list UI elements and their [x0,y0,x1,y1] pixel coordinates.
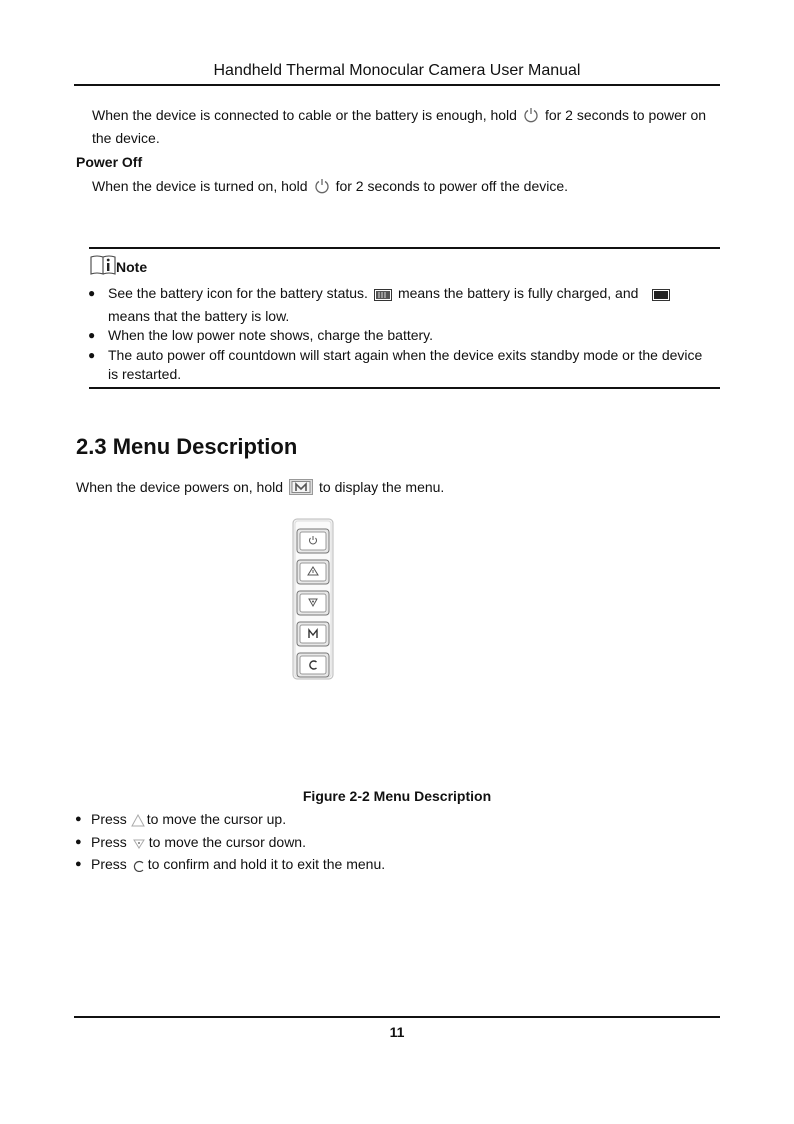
battery-full-icon [374,287,392,307]
instruction-item [75,855,715,878]
power-icon [314,178,330,200]
instruction-text: Press [91,856,127,872]
note-bottom-rule [89,387,720,389]
power-on-text-before: When the device is connected to cable or the battery is enough, hold [92,107,517,123]
note-label: Note [116,259,148,275]
power-off-text-before: When the device is turned on, hold [92,178,308,194]
figure-caption: Figure 2-2 Menu Description [302,788,492,804]
note-heading [90,254,147,278]
power-off-text-after: for 2 seconds to power off the device. [335,178,569,194]
power-on-text-after: for 2 seconds to power on the device. [92,107,707,146]
section-intro [76,479,716,498]
footer-rule [74,1016,720,1018]
header-rule [74,84,720,86]
note-book-icon [90,254,118,279]
device-up-button [296,559,330,588]
figure-device-buttons [292,518,334,680]
note-item-text: See the battery icon for the battery status. [108,285,368,301]
section-title: 2.3 Menu Description [76,434,298,459]
device-c-button [296,652,330,681]
instruction-text: to move the cursor up. [146,811,287,827]
instruction-list [75,810,715,878]
power-on-paragraph [92,106,712,148]
instruction-text: to confirm and hold it to exit the menu. [147,856,386,872]
m-button-icon [289,479,313,498]
note-item [88,284,708,326]
instruction-text: Press [91,833,127,850]
device-down-button [296,590,330,619]
note-item-text: means that the battery is low. [108,307,290,324]
battery-low-icon [652,287,670,307]
section-intro-after: to display the menu. [319,479,445,495]
power-off-heading: Power Off [76,154,143,170]
section-intro-before: When the device powers on, hold [76,479,284,495]
down-triangle-icon [133,836,145,856]
instruction-text: to move the cursor down. [148,833,306,850]
instruction-item [75,810,715,833]
device-power-button [296,528,330,557]
device-m-button [296,621,330,650]
power-icon [523,107,539,129]
power-off-paragraph [92,177,712,200]
note-top-rule [89,247,720,249]
instruction-text: Press [91,811,127,827]
header-title: Handheld Thermal Monocular Camera User Manual [213,62,581,79]
note-item: ● The auto power off countdown will start again when the device exits standby mode or the device is restarted. [88,346,708,385]
note-item-text: means the battery is fully charged, and [397,285,639,301]
note-item: ● When the low power note shows, charge the battery. [88,326,708,346]
page-number: 11 [389,1024,405,1040]
note-list [88,284,708,385]
instruction-item [75,833,715,856]
up-triangle-icon [131,813,145,833]
c-icon [133,858,145,878]
